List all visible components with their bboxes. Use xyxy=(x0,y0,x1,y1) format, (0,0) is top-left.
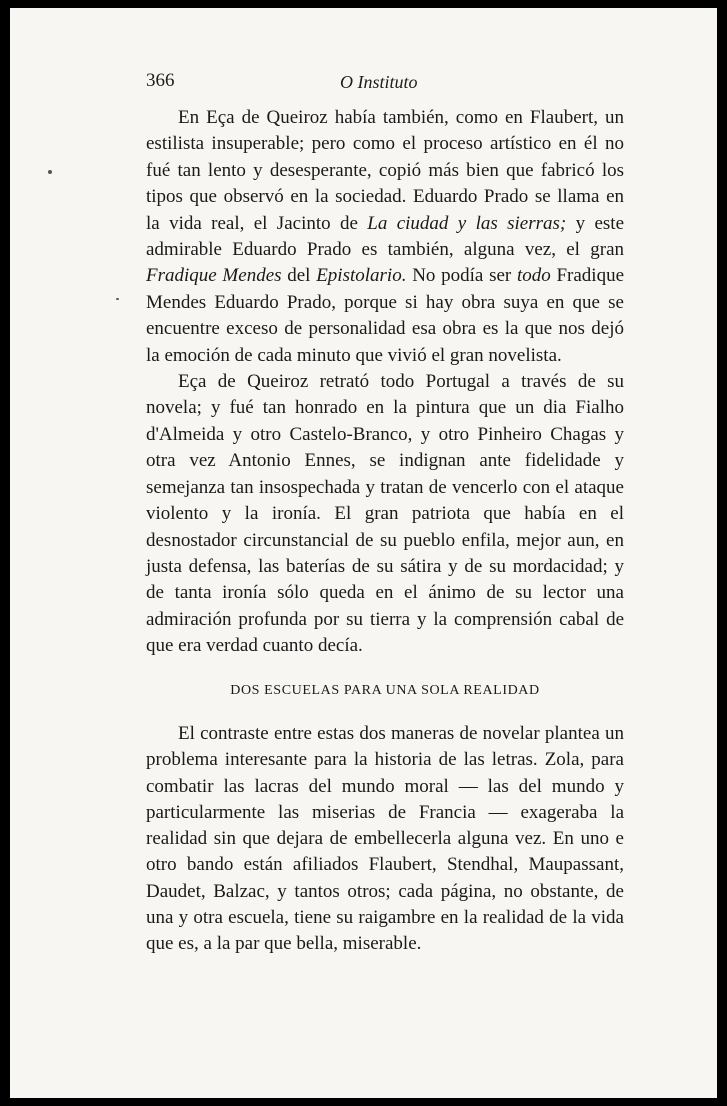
emphasis-todo: todo xyxy=(516,265,551,287)
scan-speck xyxy=(116,298,119,300)
paragraph-1-text-e: Fradique Mendes Eduardo Prado, porque si hay obra suya en que se encuentre exceso de personalidad esa obra es la que nos dejó la emoción de cada minuto que vivió el gran novelista. xyxy=(146,265,624,366)
paragraph-1-text-a: En Eça de Queiroz había también, como en Flaubert, un estilista insuperable; pero como el proceso artístico en él no fué tan lento y desesperante, copió más bien que fabricó los tipos que observó en la sociedad. Eduardo Prado se llama en la vida real, el Jacinto de xyxy=(146,107,624,234)
book-title-epistolario: Epistolario. xyxy=(316,265,407,287)
paragraph-1-text-b: y este admirable Eduardo Prado es también, alguna vez, el gran xyxy=(146,212,624,261)
paragraph-1-text-d: No podía ser xyxy=(406,265,517,287)
book-title-la-ciudad: La ciudad y las sierras; xyxy=(367,212,567,234)
paragraph-1 xyxy=(146,105,624,369)
paragraph-1-text-c: del xyxy=(281,265,317,287)
book-page xyxy=(10,8,717,1098)
book-title-fradique: Fradique Mendes xyxy=(146,265,282,287)
body-text-top xyxy=(146,105,624,660)
section-heading: DOS ESCUELAS PARA UNA SOLA REALIDAD xyxy=(230,683,540,698)
paragraph-3: El contraste entre estas dos maneras de novelar plantea un problema interesante para la historia de las letras. Zola, para combatir las lacras del mundo moral — las del mundo y particularmente las miserias de Francia — exageraba la realidad sin que dejara de embellecerla alguna vez. En uno e otro bando están afiliados Flaubert, Stendhal, Maupassant, Daudet, Balzac, y tantos otros; cada página, no obstante, de una y otra escuela, tiene su raigambre en la realidad de la vida que es, a la par que bella, miserable. xyxy=(146,723,624,955)
body-text-bottom xyxy=(146,721,624,958)
scan-speck xyxy=(48,170,52,174)
page-number: 366 xyxy=(146,70,175,91)
running-title: O Instituto xyxy=(340,72,418,92)
paragraph-2: Eça de Queiroz retrató todo Portugal a través de su novela; y fué tan honrado en la pintura que un dia Fialho d'Almeida y otro Castelo-Branco, y otro Pinheiro Chagas y otra vez Antonio Ennes, se indignan ante fidelidade y semejanza tan insospechada y tratan de vencerlo con el ataque violento y la ironía. El gran patriota que había en el desnostador circunstancial de su pueblo enfila, mejor aun, en justa defensa, las baterías de su sátira y de su mordacidad; y de tanta ironía sólo queda en el ánimo de su lector una admiración profunda por su tierra y la comprensión cabal de que era verdad cuanto decía. xyxy=(146,371,624,657)
page-header xyxy=(10,66,717,96)
